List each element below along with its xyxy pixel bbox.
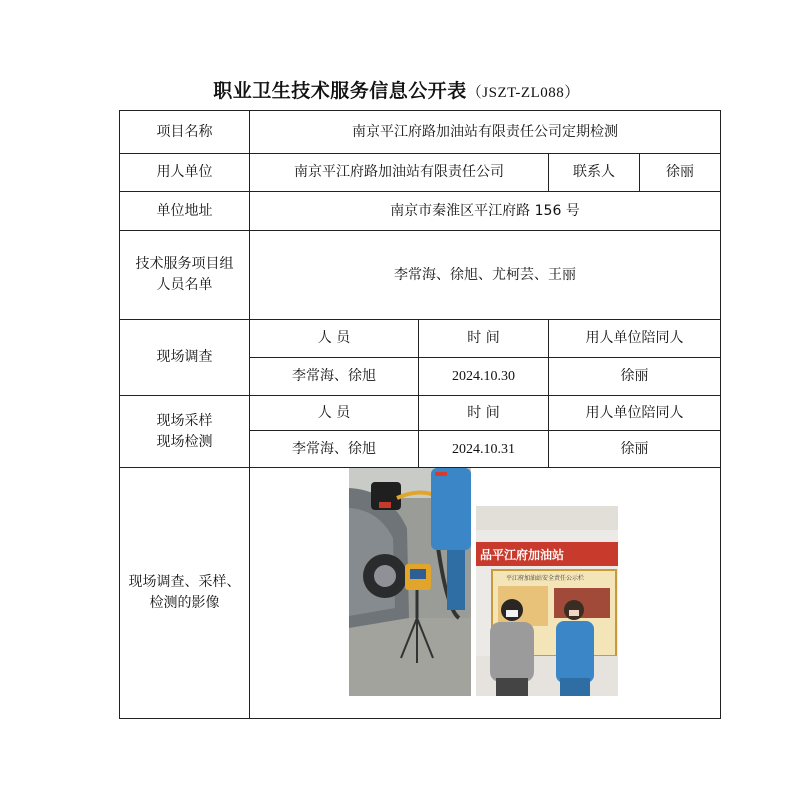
title-text: 职业卫生技术服务信息公开表 [213,80,467,102]
sampling-people-header: 人 员 [250,396,419,431]
images-label [120,468,250,719]
station-sign-text: 品平江府加油站 [480,548,565,562]
row-project [120,111,721,154]
survey-label: 现场调查 [120,320,250,396]
contact-label: 联系人 [549,154,640,192]
info-table [119,110,721,719]
survey-escort: 徐丽 [549,358,721,396]
sampling-date: 2024.10.31 [419,431,549,468]
employer-value: 南京平江府路加油站有限责任公司 [250,154,549,192]
survey-people: 李常海、徐旭 [250,358,419,396]
row-sampling-header [120,396,721,431]
sampling-escort-header: 用人单位陪同人 [549,396,721,431]
info-board-text: 平江府加油站安全责任公示栏 [506,575,585,582]
row-team [120,231,721,320]
photo-area [250,468,720,716]
employer-label: 用人单位 [120,154,250,192]
title-code: （JSZT-ZL088） [466,85,580,101]
row-images [120,468,721,719]
row-address [120,192,721,231]
survey-people-header: 人 员 [250,320,419,358]
project-value: 南京平江府路加油站有限责任公司定期检测 [250,111,721,154]
survey-scene-illustration [476,506,618,696]
survey-date: 2024.10.30 [419,358,549,396]
sampling-label [120,396,250,468]
survey-time-header: 时 间 [419,320,549,358]
team-label [120,231,250,320]
row-survey-header [120,320,721,358]
sampling-people: 李常海、徐旭 [250,431,419,468]
sampling-label-line2: 现场检测 [156,433,213,450]
sampling-photo [349,468,471,696]
sampling-escort: 徐丽 [549,431,721,468]
images-label-text: 现场调查、采样、检测的影像 [128,574,241,611]
address-value: 南京市秦淮区平江府路 156 号 [250,192,721,231]
contact-value: 徐丽 [640,154,721,192]
team-label-text: 技术服务项目组人员名单 [135,256,234,293]
project-label: 项目名称 [120,111,250,154]
page-title [0,76,793,103]
images-cell [250,468,721,719]
sampling-label-line1: 现场采样 [156,412,213,429]
row-employer [120,154,721,192]
sampling-scene-illustration [349,468,471,696]
survey-escort-header: 用人单位陪同人 [549,320,721,358]
sampling-time-header: 时 间 [419,396,549,431]
survey-photo [476,506,618,696]
address-label: 单位地址 [120,192,250,231]
team-value: 李常海、徐旭、尤柯芸、王丽 [250,231,721,320]
